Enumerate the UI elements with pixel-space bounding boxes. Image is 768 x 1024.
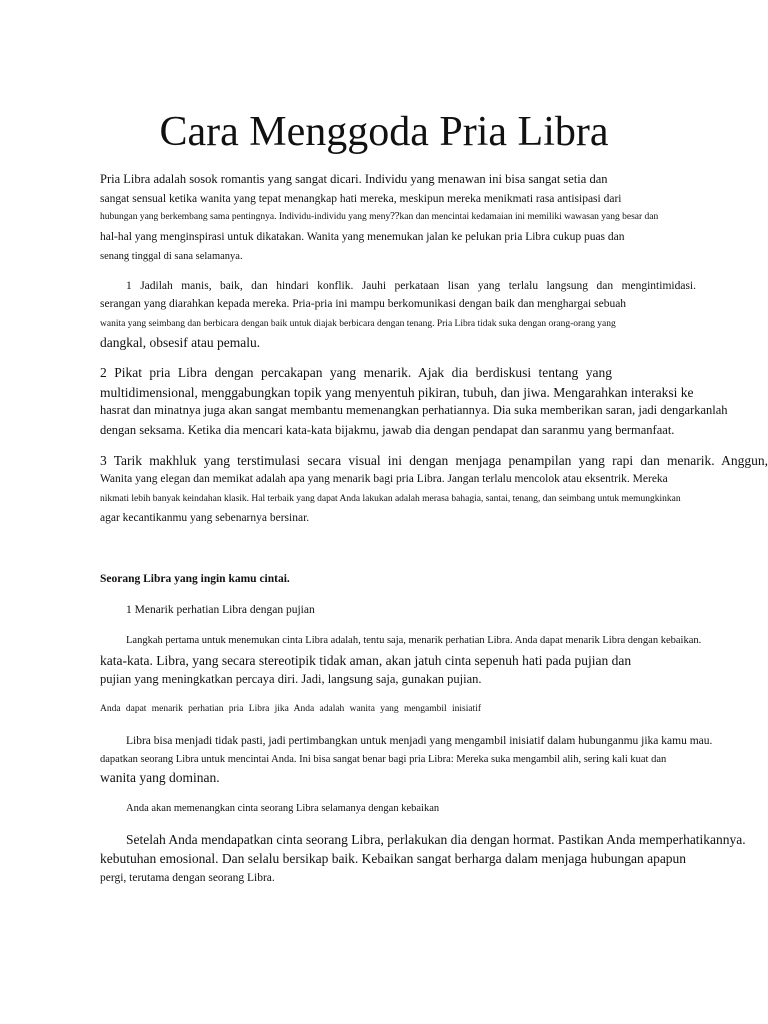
text-line: Pria Libra adalah sosok romantis yang sangat dicari. Individu yang menawan ini bisa sangat setia dan (100, 172, 608, 186)
section-heading: Seorang Libra yang ingin kamu cintai. (100, 573, 290, 585)
text-line: wanita yang dominan. (100, 770, 220, 785)
text-line (100, 454, 768, 469)
text-line: Langkah pertama untuk menemukan cinta Libra adalah, tentu saja, menarik perhatian Libra. Anda dapat menarik Libra dengan kebaikan. (126, 635, 702, 646)
text-line: agar kecantikanmu yang sebenarnya bersinar. (100, 512, 310, 524)
text-line (126, 280, 696, 293)
text-line: pergi, terutama dengan seorang Libra. (100, 872, 275, 884)
text-line: multidimensional, menggabungkan topik yang menyentuh pikiran, tubuh, dan jiwa. Mengarahkan interaksi ke (100, 385, 694, 400)
subheading (100, 704, 481, 714)
text-line: pujian yang meningkatkan percaya diri. Jadi, langsung saja, gunakan pujian. (100, 672, 482, 686)
subheading-content: Anda dapat menarik perhatian pria Libra jika Anda adalah wanita yang mengambil inisiatif (100, 704, 481, 714)
text-line: serangan yang diarahkan kepada mereka. Pria-pria ini mampu berkomunikasi dengan baik dan menghargai sebuah (100, 298, 627, 310)
text-line: dapatkan seorang Libra untuk mencintai Anda. Ini bisa sangat benar bagi pria Libra: Mereka suka mengambil alih, sering kali kuat dan (100, 754, 667, 765)
text-line-content: 1 Jadilah manis, baik, dan hindari konflik. Jauhi perkataan lisan yang terlalu langsung dan mengintimidasi. (126, 280, 696, 292)
text-line: hubungan yang berkembang sama pentingnya. Individu-individu yang meny⁇kan dan mencintai kedamaian ini memiliki wawasan yang besar dan (100, 212, 659, 222)
text-line: Wanita yang elegan dan memikat adalah apa yang menarik bagi pria Libra. Jangan terlalu mencolok atau eksentrik. Mereka (100, 473, 668, 485)
text-line: hal-hal yang menginspirasi untuk dikatakan. Wanita yang menemukan jalan ke pelukan pria Libra cukup puas dan (100, 231, 625, 243)
text-line: wanita yang seimbang dan berbicara dengan baik untuk diajak berbicara dengan tenang. Pria Libra tidak suka dengan orang-orang yang (100, 319, 616, 329)
text-line: hasrat dan minatnya juga akan sangat membantu memenangkan perhatiannya. Dia suka memberikan saran, jadi dengarkanlah (100, 403, 728, 417)
text-line-content: 3 Tarik makhluk yang terstimulasi secara visual ini dengan menjaga penampilan yang rapi dan menarik. Anggun, (100, 453, 768, 468)
text-line: dengan seksama. Ketika dia mencari kata-kata bijakmu, jawab dia dengan pendapat dan saranmu yang bermanfaat. (100, 423, 675, 437)
text-line: Setelah Anda mendapatkan cinta seorang Libra, perlakukan dia dengan hormat. Pastikan Anda memperhatikannya. (126, 832, 746, 847)
text-line: dangkal, obsesif atau pemalu. (100, 335, 261, 350)
text-line: kata-kata. Libra, yang secara stereotipik tidak aman, akan jatuh cinta sepenuh hati pada pujian dan (100, 653, 632, 668)
subheading: Anda akan memenangkan cinta seorang Libra selamanya dengan kebaikan (126, 803, 440, 814)
text-line: senang tinggal di sana selamanya. (100, 251, 243, 262)
text-line: sangat sensual ketika wanita yang tepat menangkap hati mereka, meskipun mereka menikmati rasa antisipasi dari (100, 193, 622, 205)
text-line: nikmati lebih banyak keindahan klasik. Hal terbaik yang dapat Anda lakukan adalah merasa bahagia, santai, tenang, dan seimbang untuk memungkinkan (100, 494, 681, 504)
document-title: Cara Menggoda Pria Libra (159, 109, 609, 155)
text-line: Libra bisa menjadi tidak pasti, jadi pertimbangkan untuk menjadi yang mengambil inisiatif dalam hubunganmu jika kamu mau. (126, 735, 713, 747)
subheading: 1 Menarik perhatian Libra dengan pujian (126, 604, 315, 616)
text-line (100, 366, 612, 381)
text-line: kebutuhan emosional. Dan selalu bersikap baik. Kebaikan sangat berharga dalam menjaga hubungan apapun (100, 851, 687, 866)
text-line-content: 2 Pikat pria Libra dengan percakapan yang menarik. Ajak dia berdiskusi tentang yang (100, 365, 612, 380)
